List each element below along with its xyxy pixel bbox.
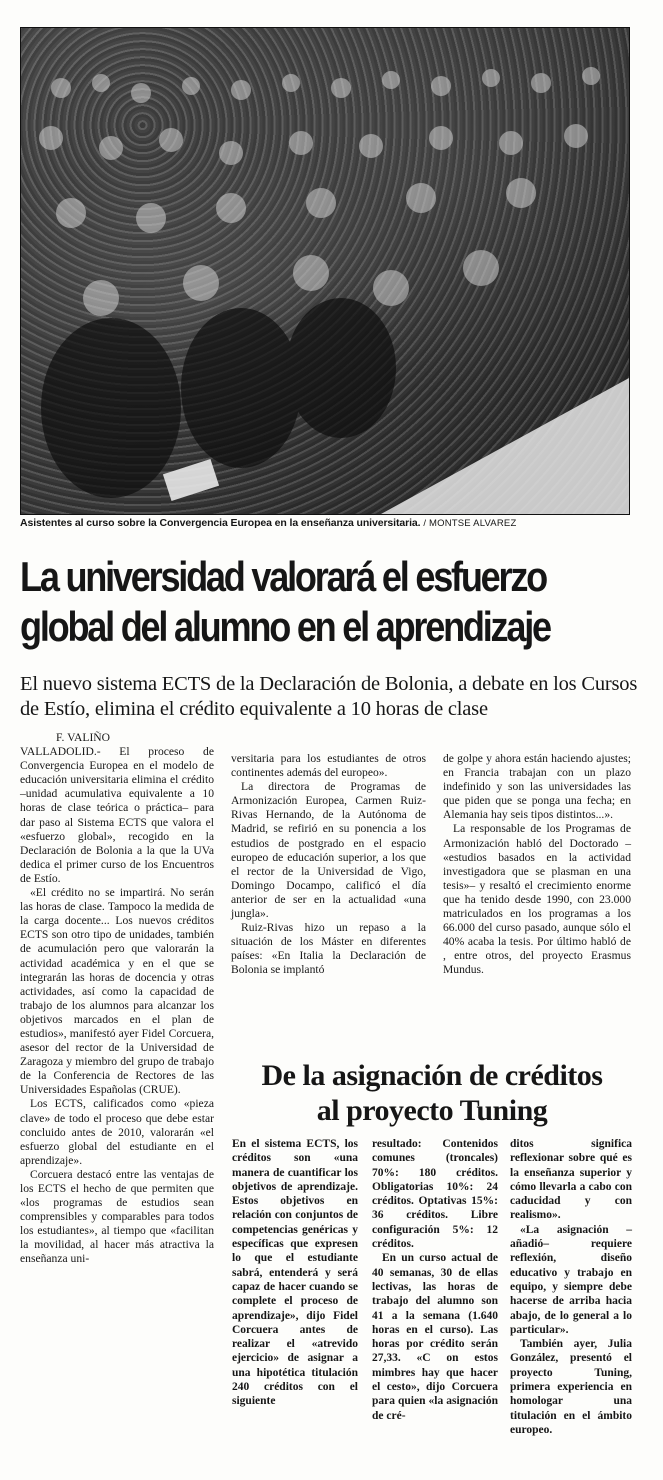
paragraph: La responsable de los Programas de Armonización habló del Doctorado – «estudios basados en la actividad investigadora que se plasman en una tesis»– y resaltó el crecimiento enorme que ha tenido desde 1990, con 23.000 matriculados en los programas a los 66.000 del curso pasado, aunque sólo el 40% acaba la tesis. Por último habló de , entre otros, del proyecto Erasmus Mundus. — [443, 822, 631, 977]
audience-photo-illustration — [21, 28, 629, 514]
byline: F. VALIÑO — [56, 731, 111, 744]
headline-line-2: global del alumno en el aprendizaje — [20, 603, 550, 650]
sidebar-title — [232, 1058, 632, 1128]
photo-caption — [20, 517, 640, 529]
paragraph: versitaria para los estudiantes de otros continentes además del europeo». — [231, 752, 426, 780]
sidebar-column-3 — [510, 1137, 632, 1437]
paragraph: En el sistema ECTS, los créditos son «una manera de cuantificar los objetivos de aprendizaje. Estos objetivos en relación con conjuntos de competencias genéricas y específicas que expresen lo que el estudiante sabrá, entenderá y será capaz de hacer cuando se complete el proceso de aprendizaje», dijo Fidel Corcuera antes de realizar el «atrevido ejercicio» de asignar a una hipotética titulación 240 créditos con el siguiente — [232, 1138, 358, 1408]
paragraph: Ruiz-Rivas hizo un repaso a la situación de los Máster en diferentes países: «En Italia la Declaración de Bolonia se implantó — [231, 921, 426, 977]
paragraph: ditos significa reflexionar sobre qué es la enseñanza superior y cómo llevarla a cabo con caducidad y con realismo». — [510, 1138, 632, 1222]
paragraph: En un curso actual de 40 semanas, 30 de ellas lectivas, las horas de trabajo del alumno son 41 a la semana (1.640 horas en el curso). Las horas por crédito serán 27,33. «C on estos mimbres hay que hacer el cesto», dijo Corcuera para quien «la asignación de cré- — [372, 1252, 498, 1422]
paragraph: Los ECTS, calificados como «pieza clave» de todo el proceso que debe estar concluido antes de 2010, valorarán «el esfuerzo global del estudiante en el aprendizaje». — [20, 1097, 214, 1167]
paragraph: La directora de Programas de Armonización Europea, Carmen Ruiz-Rivas Hernando, de la Autónoma de Madrid, se refirió en su ponencia a los estudios de postgrado en el espacio europeo de educación superior, a los que el rector de la Universidad de Vigo, Domingo Docampo, calificó el día anterior de ser en la actualidad «una jungla». — [231, 780, 426, 921]
article-column-1 — [20, 731, 214, 1267]
paragraph: Corcuera destacó entre las ventajas de los ECTS el hecho de que permiten que «los programas de estudios sean comprensibles y comparables para todos los estudiantes», al tiempo que «facilitan la movilidad, al hacer más atractiva la enseñanza uni- — [20, 1167, 214, 1266]
headline — [20, 552, 645, 652]
paragraph: de golpe y ahora están haciendo ajustes; en Francia trabajan con un plazo indefinido y son las universidades las que piden que se ponga una fecha; en Alemania hay seis tipos distintos...». — [443, 752, 631, 822]
paragraph: «La asignación –añadió– requiere reflexión, diseño educativo y trabajo en equipo, y siempre debe hacerse de arriba hacia abajo, de lo general a lo particular». — [510, 1223, 632, 1336]
sidebar-title-line-1: De la asignación de créditos — [261, 1059, 603, 1092]
sidebar-column-2 — [372, 1137, 498, 1423]
subheadline: El nuevo sistema ECTS de la Declaración de Bolonia, a debate en los Cursos de Estío, elimina el crédito equivalente a 10 horas de clase — [20, 673, 638, 720]
article-column-3 — [443, 752, 631, 978]
sidebar-title-line-2: al proyecto Tuning — [316, 1094, 548, 1127]
caption-text: Asistentes al curso sobre la Convergencia Europea en la enseñanza universitaria. — [20, 517, 421, 529]
article-column-2 — [231, 752, 426, 978]
news-photo — [20, 27, 630, 515]
sidebar-column-1 — [232, 1137, 358, 1409]
paragraph: «El crédito no se impartirá. No serán las horas de clase. Tampoco la medida de la carga docente... Los nuevos créditos ECTS son otro tipo de unidades, también de acumulación pero que valorarán la actividad académica y en el que se integrarán las horas de docencia y otras actividades, así como la capacidad de trabajo de los alumnos para alcanzar los objetivos marcados en el plan de estudios», manifestó ayer Fidel Corcuera, asesor del rector de la Universidad de Zaragoza y miembro del grupo de trabajo de la Conferencia de Rectores de las Universidades Españolas (CRUE). — [20, 886, 214, 1097]
photo-credit: / MONTSE ALVAREZ — [423, 518, 517, 529]
paragraph: También ayer, Julia González, presentó el proyecto Tuning, primera experiencia en homologar una titulación en el ámbito europeo. — [510, 1338, 632, 1436]
paragraph: resultado: Contenidos comunes (troncales) 70%: 180 créditos. Obligatorias 10%: 24 créditos. Optativas 15%: 36 créditos. Libre configuración 5%: 12 créditos. — [372, 1138, 498, 1251]
headline-line-1: La universidad valorará el esfuerzo — [20, 553, 546, 600]
paragraph: VALLADOLID.- El proceso de Convergencia Europea en el modelo de educación universitaria elimina el crédito –unidad acumulativa equivalente a 10 horas de clase teórica o práctica– para dar paso al Sistema ECTS que valora el «esfuerzo global», recogido en la Declaración de Bolonia a la que la UVa dedica el primer curso de los Encuentros de Estío. — [20, 745, 214, 885]
